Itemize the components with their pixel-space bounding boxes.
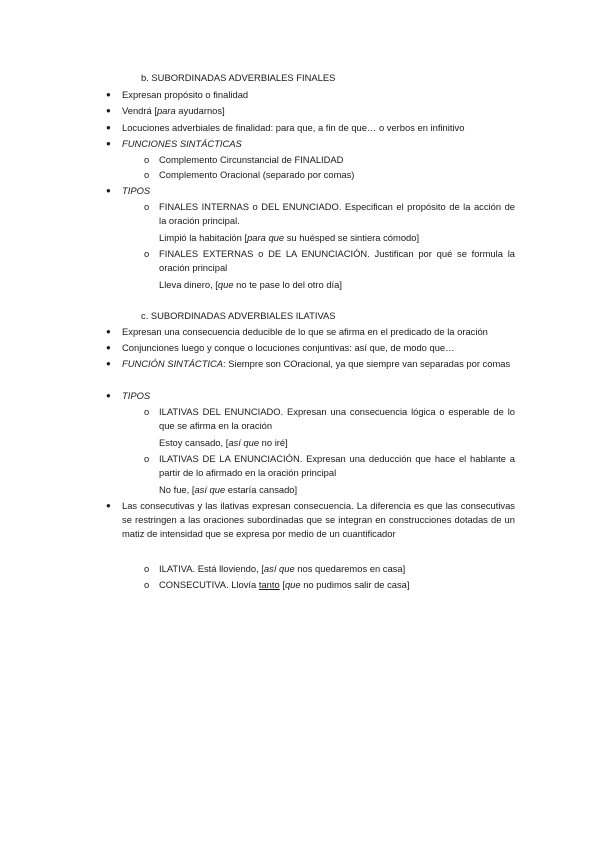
bullet-icon: ● bbox=[106, 391, 111, 400]
sub-list-item: Complemento Oracional (separado por comas) bbox=[159, 169, 355, 180]
bullet-icon: ● bbox=[106, 327, 111, 336]
circle-bullet-icon: o bbox=[144, 154, 150, 165]
circle-bullet-icon: o bbox=[144, 406, 150, 417]
example-line: CONSECUTIVA. Llovía tanto [que no pudimos salir de casa] bbox=[159, 579, 410, 590]
example-line: Estoy cansado, [así que no iré] bbox=[159, 437, 288, 448]
sub-list-item: Complemento Circunstancial de FINALIDAD bbox=[159, 154, 344, 165]
example-line: ILATIVA. Está lloviendo, [así que nos quedaremos en casa] bbox=[159, 563, 406, 574]
example-line: Limpió la habitación [para que su huésped se sintiera cómodo] bbox=[159, 232, 420, 243]
example-line: Lleva dinero, [que no te pase lo del otro día] bbox=[159, 279, 342, 290]
bullet-icon: ● bbox=[106, 343, 111, 352]
list-item: Locuciones adverbiales de finalidad: para que, a fin de que… o verbos en infinitivo bbox=[122, 122, 465, 133]
list-item: Expresan propósito o finalidad bbox=[122, 89, 249, 100]
circle-bullet-icon: o bbox=[144, 201, 150, 212]
list-item: Las consecutivas y las ilativas expresan consecuencia. La diferencia es que las consecutivas se restringen a las oraciones subordinadas que se integran en construcciones dotadas de un matiz de intensidad que se expresa por medio de un cuantificador bbox=[122, 500, 515, 539]
list-item: TIPOS bbox=[122, 185, 151, 196]
bullet-icon: ● bbox=[106, 90, 111, 99]
bullet-icon: ● bbox=[106, 186, 111, 195]
circle-bullet-icon: o bbox=[144, 169, 150, 180]
bullet-icon: ● bbox=[106, 106, 111, 115]
bullet-icon: ● bbox=[106, 123, 111, 132]
circle-bullet-icon: o bbox=[144, 563, 150, 574]
list-item: FUNCIÓN SINTÁCTICA: Siempre son COracional, ya que siempre van separadas por comas bbox=[122, 358, 511, 369]
list-item: TIPOS bbox=[122, 390, 151, 401]
circle-bullet-icon: o bbox=[144, 579, 150, 590]
list-item: Expresan una consecuencia deducible de lo que se afirma en el predicado de la oración bbox=[122, 326, 488, 337]
sub-list-item: FINALES EXTERNAS o DE LA ENUNCIACIÓN. Justifican por qué se formula la oración principal bbox=[159, 248, 515, 273]
bullet-icon: ● bbox=[106, 359, 111, 368]
sub-list-item: ILATIVAS DE LA ENUNCIACIÓN. Expresan una deducción que hace el hablante a partir de lo afirmado en la oración principal bbox=[159, 453, 515, 478]
bullet-icon: ● bbox=[106, 139, 111, 148]
section-heading-ilativas: c. SUBORDINADAS ADVERBIALES ILATIVAS bbox=[141, 310, 336, 321]
list-item: Vendrá [para ayudarnos] bbox=[122, 105, 225, 116]
circle-bullet-icon: o bbox=[144, 248, 150, 259]
sub-list-item: ILATIVAS DEL ENUNCIADO. Expresan una consecuencia lógica o esperable de lo que se afirma en la oración bbox=[159, 406, 515, 431]
example-line: No fue, [así que estaría cansado] bbox=[159, 484, 298, 495]
circle-bullet-icon: o bbox=[144, 453, 150, 464]
sub-list-item: FINALES INTERNAS o DEL ENUNCIADO. Especifican el propósito de la acción de la oración principal. bbox=[159, 201, 515, 226]
section-heading-finales: b. SUBORDINADAS ADVERBIALES FINALES bbox=[141, 72, 336, 83]
bullet-icon: ● bbox=[106, 501, 111, 510]
list-item: Conjunciones luego y conque o locuciones conjuntivas: así que, de modo que… bbox=[122, 342, 455, 353]
list-item: FUNCIONES SINTÁCTICAS bbox=[122, 138, 242, 149]
